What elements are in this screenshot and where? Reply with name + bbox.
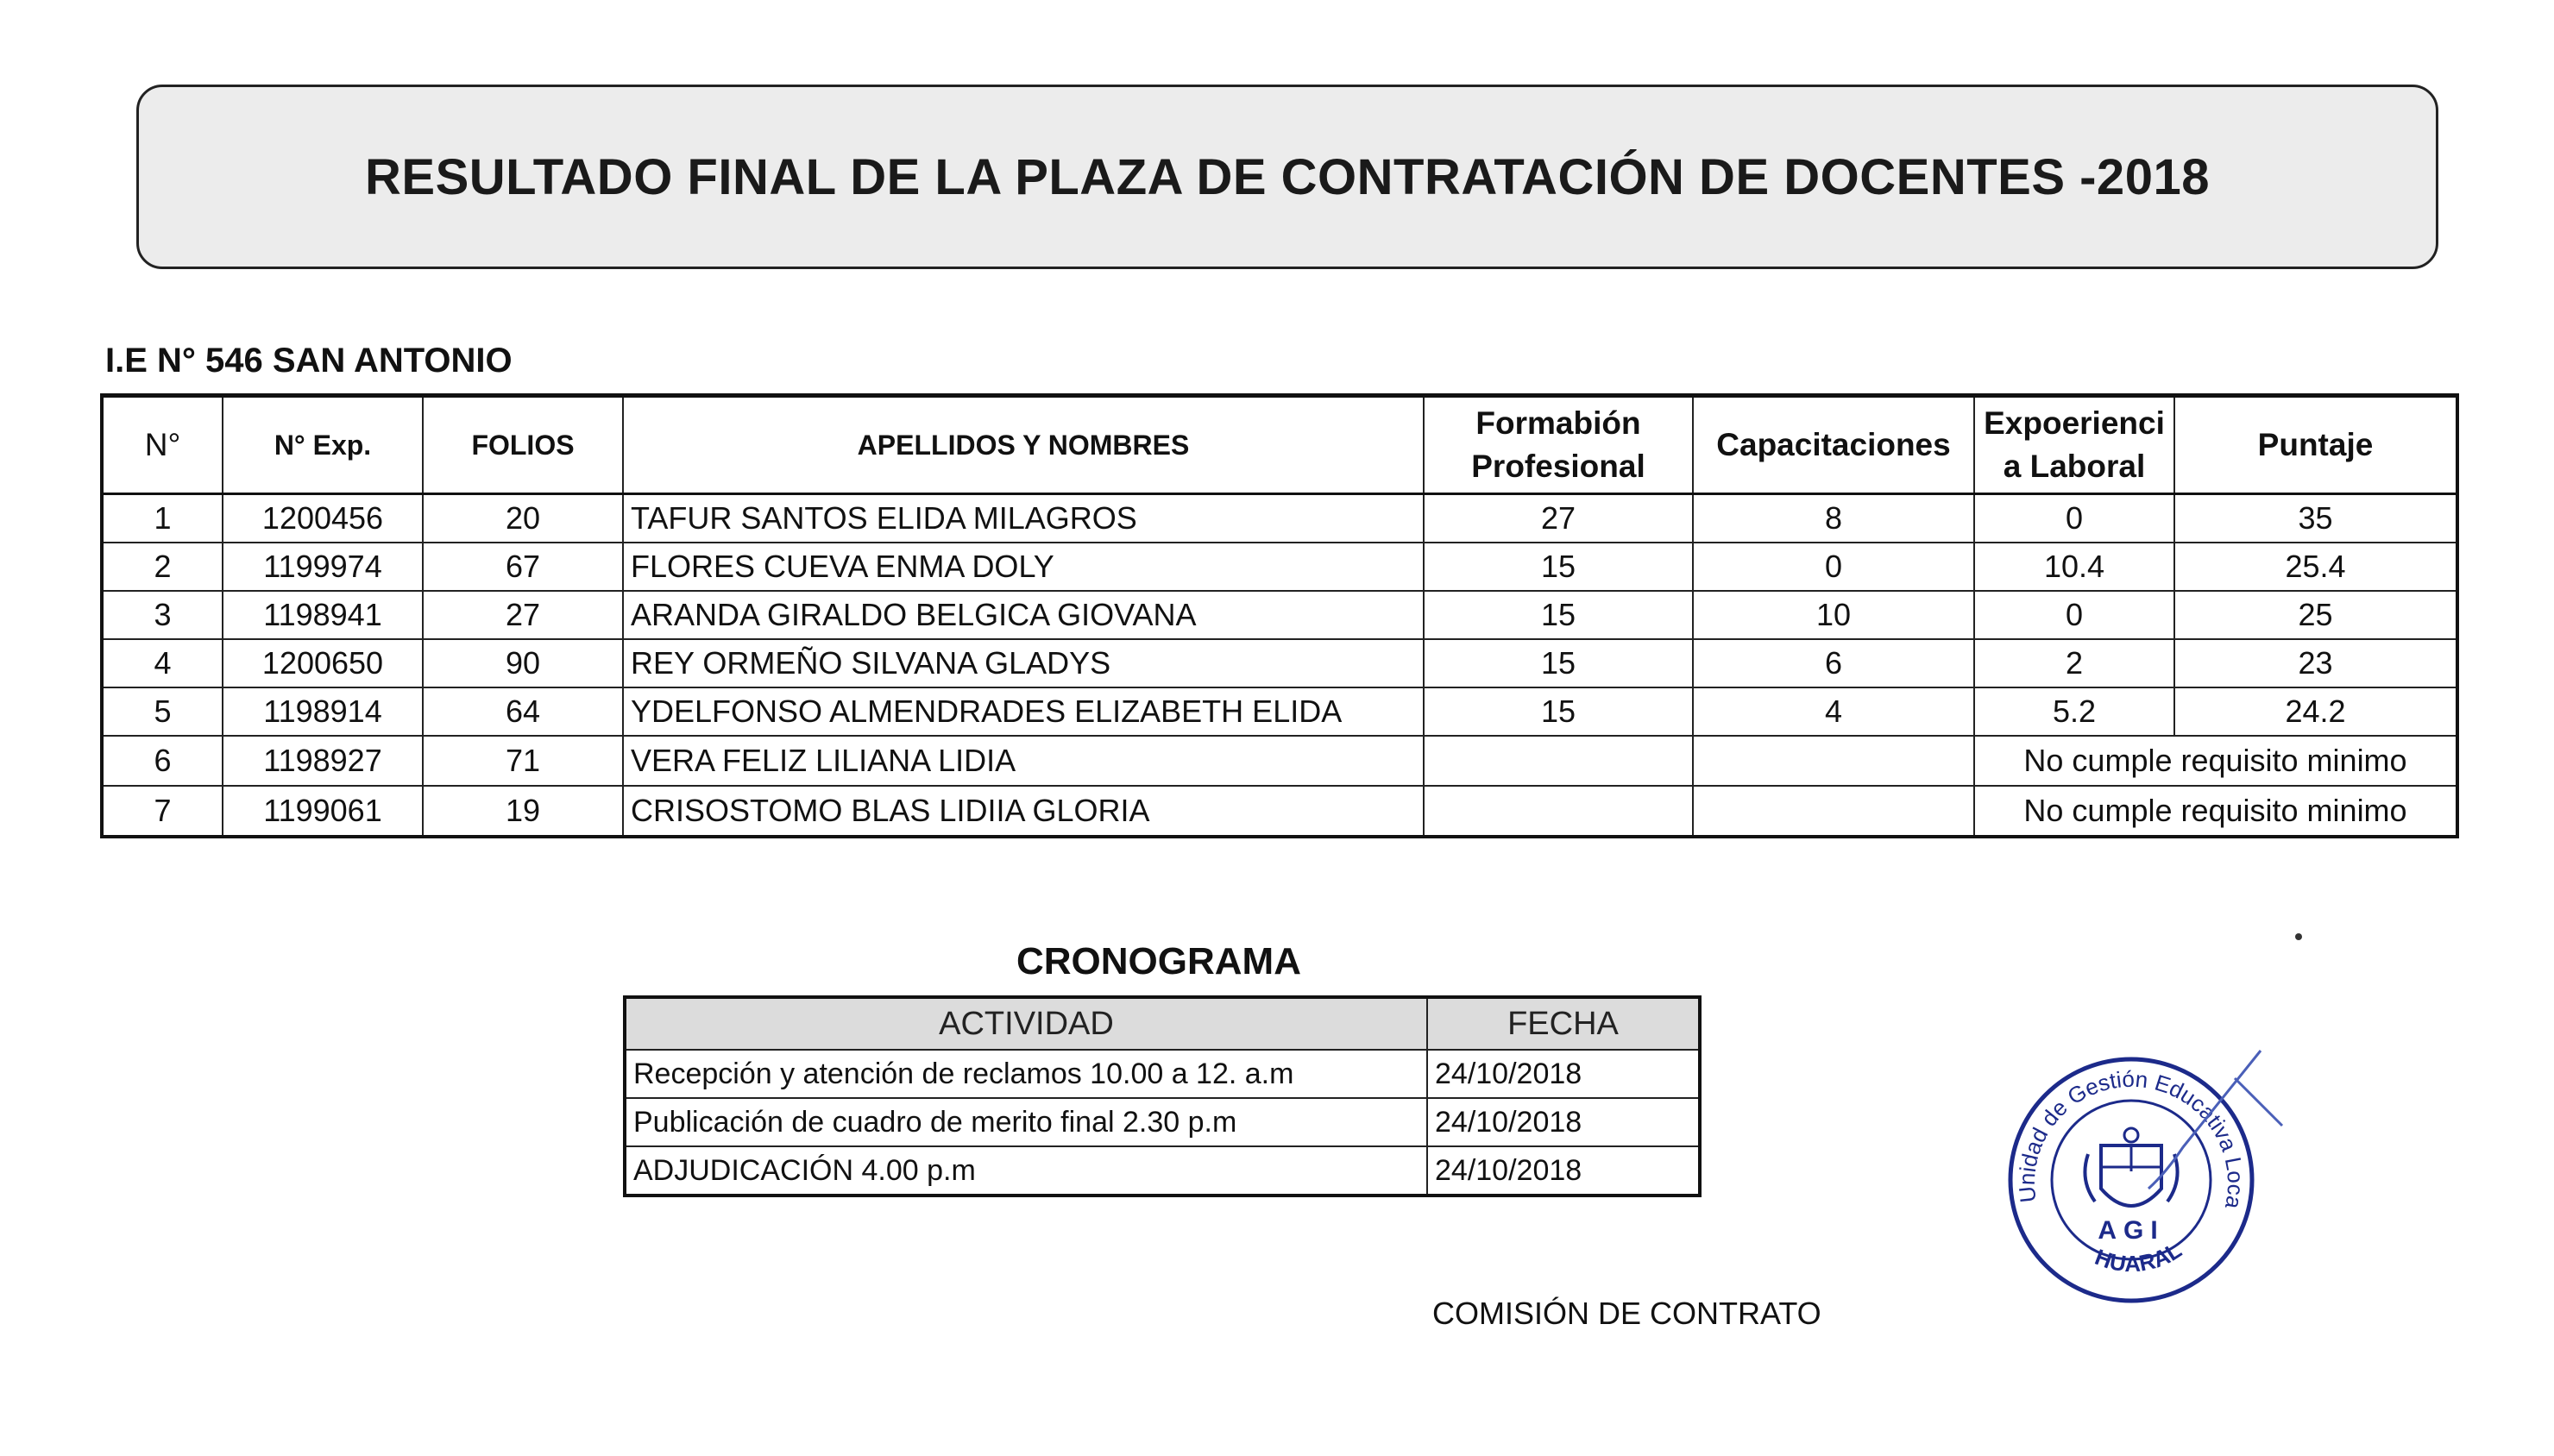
table-row [102, 687, 2457, 736]
cell-folios: 71 [423, 736, 623, 786]
cell-folios: 19 [423, 786, 623, 837]
ink-dot [2295, 933, 2302, 940]
table-row [625, 1098, 1700, 1146]
cell-num: 7 [102, 786, 223, 837]
cronograma-title: CRONOGRAMA [1016, 940, 1301, 982]
cell-folios: 27 [423, 591, 623, 639]
cell-puntaje: 35 [2174, 494, 2457, 543]
page-title: RESULTADO FINAL DE LA PLAZA DE CONTRATACIÓN DE DOCENTES -2018 [365, 148, 2210, 205]
cell-capacitaciones-empty [1693, 786, 1974, 837]
cell-formacion: 15 [1424, 687, 1693, 736]
cell-exp: 1198927 [223, 736, 423, 786]
cell-exp: 1198941 [223, 591, 423, 639]
cell-no-cumple: No cumple requisito minimo [1974, 736, 2457, 786]
school-name: I.E N° 546 SAN ANTONIO [105, 342, 513, 380]
signature-stroke [2148, 1051, 2282, 1189]
cell-actividad: Publicación de cuadro de merito final 2.30 p.m [625, 1098, 1427, 1146]
cell-capacitaciones: 4 [1693, 687, 1974, 736]
cell-capacitaciones-empty [1693, 736, 1974, 786]
col-header-experiencia [1974, 396, 2174, 494]
cell-exp: 1200650 [223, 639, 423, 687]
col-header-experiencia-line2: a Laboral [2003, 449, 2146, 484]
cell-name: YDELFONSO ALMENDRADES ELIZABETH ELIDA [623, 687, 1424, 736]
table-row-rejected [102, 786, 2457, 837]
col-header-num: N° [102, 396, 223, 494]
footer-commission: COMISIÓN DE CONTRATO [1432, 1296, 1821, 1331]
seal-center-text: AGI [2098, 1216, 2165, 1245]
cell-num: 6 [102, 736, 223, 786]
cell-name: CRISOSTOMO BLAS LIDIIA GLORIA [623, 786, 1424, 837]
cell-num: 5 [102, 687, 223, 736]
cell-num: 4 [102, 639, 223, 687]
cell-num: 2 [102, 543, 223, 591]
cell-folios: 64 [423, 687, 623, 736]
cell-exp: 1199974 [223, 543, 423, 591]
results-table [100, 393, 2459, 838]
table-row [102, 639, 2457, 687]
cell-exp: 1200456 [223, 494, 423, 543]
cell-capacitaciones: 8 [1693, 494, 1974, 543]
cell-capacitaciones: 6 [1693, 639, 1974, 687]
cell-folios: 20 [423, 494, 623, 543]
col-header-fecha: FECHA [1427, 997, 1700, 1050]
col-header-experiencia-line1: Expoerienci [1984, 405, 2165, 441]
cell-formacion: 15 [1424, 639, 1693, 687]
col-header-folios: FOLIOS [423, 396, 623, 494]
col-header-exp: N° Exp. [223, 396, 423, 494]
cell-formacion: 27 [1424, 494, 1693, 543]
cell-formacion: 15 [1424, 543, 1693, 591]
seal-outer-text: Unidad de Gestión Educativa Loca [2013, 1065, 2249, 1211]
cell-folios: 67 [423, 543, 623, 591]
cell-num: 1 [102, 494, 223, 543]
cell-experiencia: 10.4 [1974, 543, 2174, 591]
table-row [625, 1050, 1700, 1098]
col-header-formacion-line1: Formabión [1475, 405, 1641, 441]
cell-fecha: 24/10/2018 [1427, 1146, 1700, 1196]
cell-name: VERA FELIZ LILIANA LIDIA [623, 736, 1424, 786]
col-header-formacion-line2: Profesional [1471, 449, 1645, 484]
cronograma-table [623, 995, 1702, 1197]
cell-experiencia: 2 [1974, 639, 2174, 687]
col-header-formacion [1424, 396, 1693, 494]
cell-capacitaciones: 10 [1693, 591, 1974, 639]
cell-puntaje: 23 [2174, 639, 2457, 687]
cell-name: ARANDA GIRALDO BELGICA GIOVANA [623, 591, 1424, 639]
cell-puntaje: 24.2 [2174, 687, 2457, 736]
cell-name: REY ORMEÑO SILVANA GLADYS [623, 639, 1424, 687]
col-header-puntaje: Puntaje [2174, 396, 2457, 494]
table-row [102, 494, 2457, 543]
cell-name: FLORES CUEVA ENMA DOLY [623, 543, 1424, 591]
table-row [625, 1146, 1700, 1196]
cell-experiencia: 0 [1974, 591, 2174, 639]
col-header-actividad: ACTIVIDAD [625, 997, 1427, 1050]
cell-puntaje: 25 [2174, 591, 2457, 639]
cell-fecha: 24/10/2018 [1427, 1098, 1700, 1146]
cronograma-header-row [625, 997, 1700, 1050]
table-row [102, 591, 2457, 639]
cell-name: TAFUR SANTOS ELIDA MILAGROS [623, 494, 1424, 543]
cell-folios: 90 [423, 639, 623, 687]
seal-bottom-text: HUARAL [2091, 1236, 2186, 1277]
cell-no-cumple: No cumple requisito minimo [1974, 786, 2457, 837]
cell-num: 3 [102, 591, 223, 639]
cell-exp: 1199061 [223, 786, 423, 837]
col-header-capacitaciones: Capacitaciones [1693, 396, 1974, 494]
cell-experiencia: 0 [1974, 494, 2174, 543]
cell-puntaje: 25.4 [2174, 543, 2457, 591]
cell-capacitaciones: 0 [1693, 543, 1974, 591]
cell-experiencia: 5.2 [1974, 687, 2174, 736]
title-box [136, 85, 2438, 269]
col-header-name: APELLIDOS Y NOMBRES [623, 396, 1424, 494]
cell-formacion-empty [1424, 786, 1693, 837]
cell-fecha: 24/10/2018 [1427, 1050, 1700, 1098]
table-row-rejected [102, 736, 2457, 786]
cell-exp: 1198914 [223, 687, 423, 736]
cell-formacion-empty [1424, 736, 1693, 786]
cell-formacion: 15 [1424, 591, 1693, 639]
results-header-row [102, 396, 2457, 494]
cell-actividad: ADJUDICACIÓN 4.00 p.m [625, 1146, 1427, 1196]
table-row [102, 543, 2457, 591]
signature-mark [2131, 1044, 2304, 1190]
cell-actividad: Recepción y atención de reclamos 10.00 a 12. a.m [625, 1050, 1427, 1098]
